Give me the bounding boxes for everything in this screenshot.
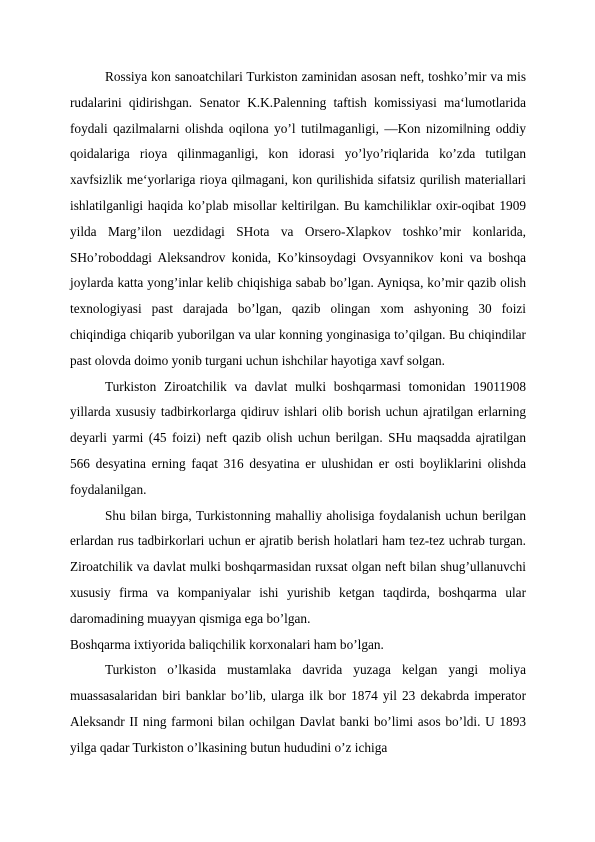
paragraph-local-land-use: Shu bilan birga, Turkistonning mahalliy aholisiga foydalanish uchun berilgan erlardan rus tadbirkorlari uchun er ajratib berish holatlari ham tez-tez uchrab turgan. Ziroatchilik va davlat mulki boshqarmasidan ruxsat olgan neft bilan shug’ullanuvchi xususiy firma va kompaniyalar ishi yurishib ketgan taqdirda, boshqarma ular daromadining muayyan qismiga ega bo’lgan. — [70, 507, 526, 626]
document-page — [70, 64, 526, 761]
paragraph-russian-mining: Rossiya kon sanoatchilari Turkiston zaminidan asosan neft, toshko’mir va mis rudalarini qidirishgan. Senator K.K.Palenning taftish komissiyasi ma‘lumotlarida foydali qazilmalarni olishda oqilona yo’l tutilmaganligi, ―Kon nizomi‖ning oddiy qoidalariga rioya qilinmaganligi, kon idorasi yo’lyo’riqlarida ko’zda tutilgan xavfsizlik me‘yorlariga rioya qilmagani, kon qurilishida sifatsiz qurilish materiallari ishlatilganligi haqida ko’plab misollar keltirilgan. Bu kamchiliklar oxir-oqibat 1909 yilda Marg’ilon uezdidagi SHota va Orsero-Xlapkov toshko’mir konlarida, SHo’roboddagi Aleksandrov konida, Ko’kinsoydagi Ovsyannikov koni va boshqa joylarda katta yong’inlar kelib chiqishiga sabab bo’lgan. Ayniqsa, ko’mir qazib olish texnologiyasi past darajada bo’lgan, qazib olingan xom ashyoning 30 foizi chiqindiga chiqarib yuborilgan va ular konning yonginasiga to’qilgan. Bu chiqindilar past olovda doimo yonib turgani uchun ishchilar hayotiga xavf solgan. — [70, 69, 526, 368]
paragraph-fisheries: Boshqarma ixtiyorida baliqchilik korxonalari ham bo’lgan. — [70, 636, 384, 652]
paragraph-banks: Turkiston o’lkasida mustamlaka davrida yuzaga kelgan yangi moliya muassasalaridan biri banklar bo’lib, ularga ilk bor 1874 yil 23 dekabrda imperator Aleksandr II ning farmoni bilan ochilgan Davlat banki bo’limi asos bo’ldi. U 1893 yilga qadar Turkiston o’lkasining butun hududini o’z ichiga — [70, 662, 526, 755]
paragraph-land-allocation: Turkiston Ziroatchilik va davlat mulki boshqarmasi tomonidan 19011908 yillarda xususiy tadbirkorlarga qidiruv ishlari olib borish uchun ajratilgan erlarning deyarli yarmi (45 foizi) neft qazib olish uchun berilgan. SHu maqsadda ajratilgan 566 desyatina erning faqat 316 desyatina er ulushidan er osti boyliklarini olishda foydalanilgan. — [70, 378, 526, 497]
